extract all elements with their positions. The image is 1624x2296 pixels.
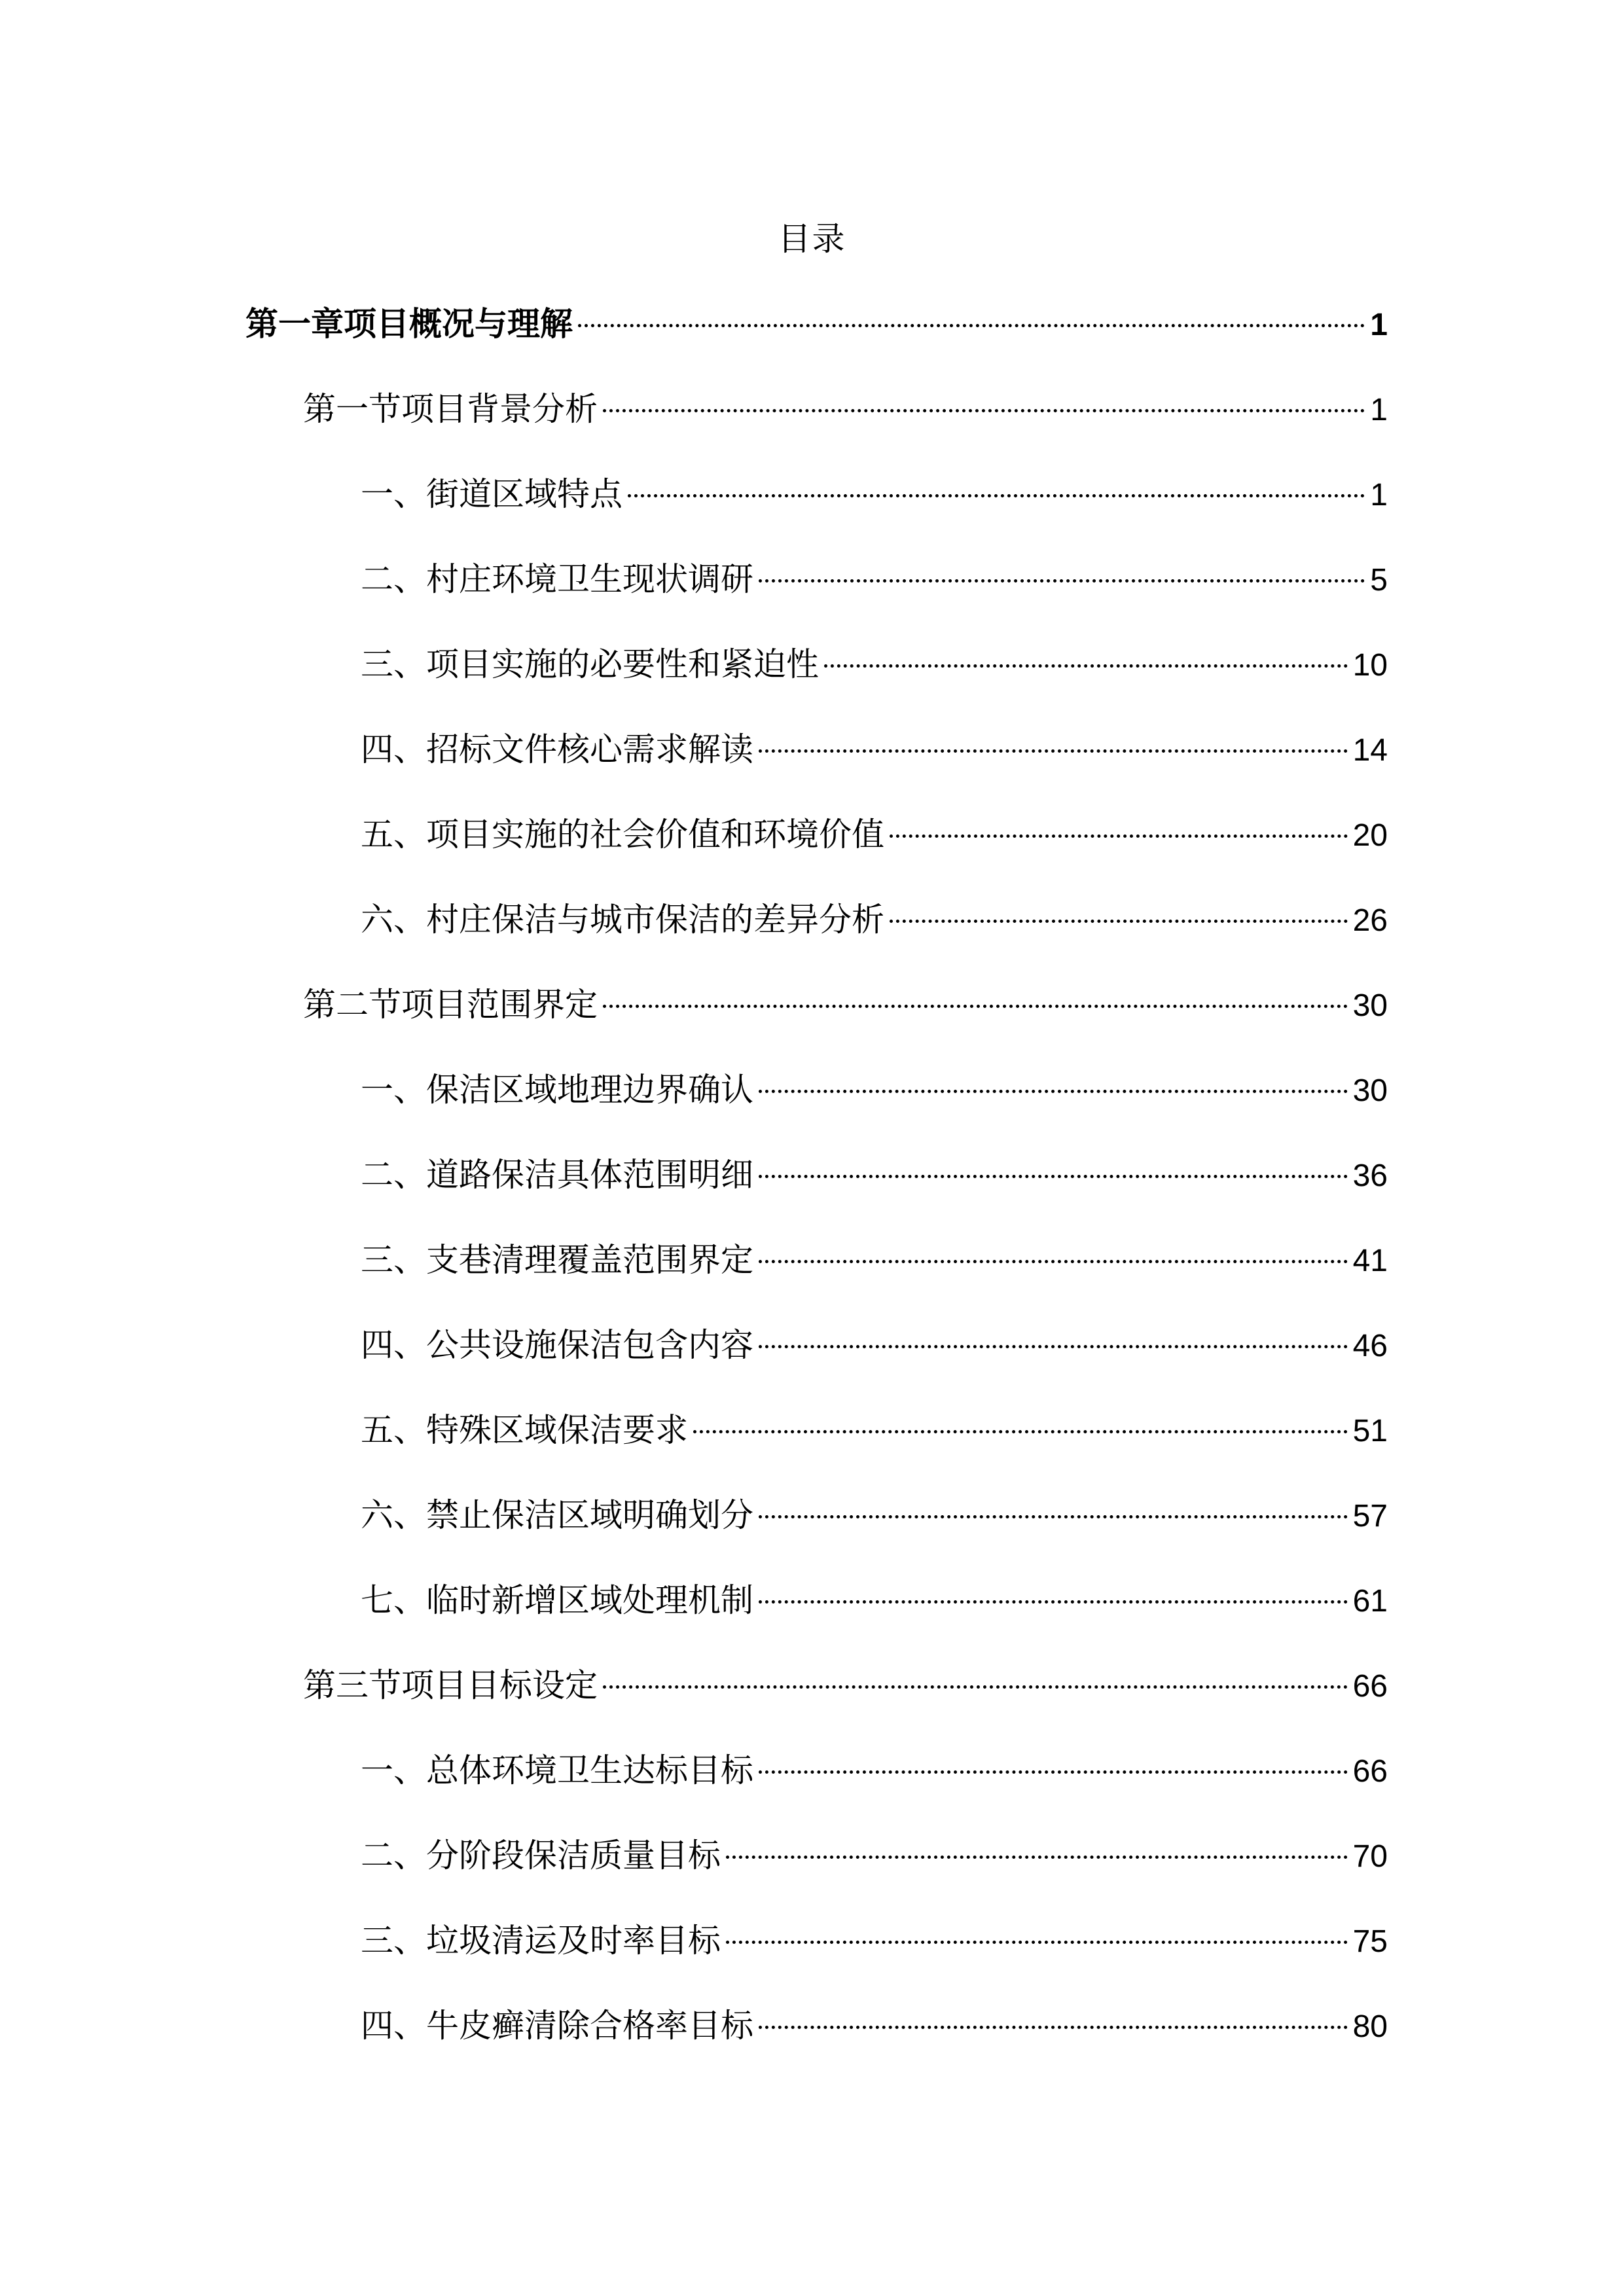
toc-entry-label: 四、招标文件核心需求解读 xyxy=(361,730,753,768)
toc-entry-label: 三、垃圾清运及时率目标 xyxy=(361,1922,721,1960)
toc-entry-chapter[interactable] xyxy=(245,295,1388,353)
toc-leader-dots xyxy=(759,1260,1348,1263)
toc-entry-page: 75 xyxy=(1352,1924,1388,1959)
toc-entry-page: 10 xyxy=(1352,648,1388,683)
toc-entry-label: 五、特殊区域保洁要求 xyxy=(361,1411,688,1449)
toc-entry-page: 36 xyxy=(1352,1158,1388,1193)
toc-entry-section[interactable] xyxy=(303,380,1388,439)
toc-entry-label: 第二节项目范围界定 xyxy=(303,986,598,1024)
toc-entry-label: 五、项目实施的社会价值和环境价值 xyxy=(361,816,884,853)
toc-entry-label: 第一章项目概况与理解 xyxy=(245,305,573,343)
toc-entry-page: 30 xyxy=(1352,1073,1388,1108)
toc-entry-page: 14 xyxy=(1352,733,1388,768)
toc-entry-item[interactable] xyxy=(361,1230,1388,1289)
toc-entry-label: 一、保洁区域地理边界确认 xyxy=(361,1071,753,1109)
toc-entry-label: 二、分阶段保洁质量目标 xyxy=(361,1837,721,1874)
toc-entry-item[interactable] xyxy=(361,805,1388,864)
toc-leader-dots xyxy=(759,1090,1348,1093)
toc-entry-label: 一、总体环境卫生达标目标 xyxy=(361,1751,753,1789)
toc-entry-page: 46 xyxy=(1352,1329,1388,1363)
toc-entry-page: 26 xyxy=(1352,903,1388,938)
page-title: 目录 xyxy=(778,220,846,258)
toc-entry-item[interactable] xyxy=(361,890,1388,949)
toc-entry-item[interactable] xyxy=(361,1145,1388,1204)
toc-leader-dots xyxy=(603,409,1365,412)
toc-entry-label: 二、道路保洁具体范围明细 xyxy=(361,1156,753,1194)
toc-leader-dots xyxy=(759,1770,1348,1774)
toc-entry-item[interactable] xyxy=(361,1741,1388,1800)
toc-entry-item[interactable] xyxy=(361,465,1388,524)
toc-leader-dots xyxy=(628,494,1365,497)
toc-leader-dots xyxy=(759,1175,1348,1178)
toc-leader-dots xyxy=(759,579,1365,583)
toc-entry-item[interactable] xyxy=(361,1060,1388,1119)
toc-entry-page: 70 xyxy=(1352,1839,1388,1874)
toc-entry-item[interactable] xyxy=(361,1571,1388,1630)
toc-leader-dots xyxy=(726,1941,1348,1944)
toc-entry-page: 5 xyxy=(1370,563,1388,598)
toc-entry-label: 七、临时新增区域处理机制 xyxy=(361,1581,753,1619)
toc-leader-dots xyxy=(890,834,1348,838)
toc-leader-dots xyxy=(693,1430,1348,1433)
toc-leader-dots xyxy=(759,2026,1348,2029)
toc-leader-dots xyxy=(759,749,1348,753)
toc-entry-page: 30 xyxy=(1352,988,1388,1023)
toc-entry-item[interactable] xyxy=(361,550,1388,609)
toc-entry-page: 20 xyxy=(1352,818,1388,853)
toc-entry-item[interactable] xyxy=(361,1826,1388,1885)
toc-entry-label: 六、禁止保洁区域明确划分 xyxy=(361,1496,753,1534)
toc-entry-label: 六、村庄保洁与城市保洁的差异分析 xyxy=(361,901,884,939)
toc-entry-label: 四、牛皮癣清除合格率目标 xyxy=(361,2007,753,2045)
toc-entry-section[interactable] xyxy=(303,975,1388,1034)
toc-leader-dots xyxy=(759,1345,1348,1348)
toc-leader-dots xyxy=(759,1600,1348,1604)
toc-entry-label: 第一节项目背景分析 xyxy=(303,390,598,428)
toc-entry-label: 一、街道区域特点 xyxy=(361,475,623,513)
toc-leader-dots xyxy=(603,1005,1348,1008)
toc-entry-item[interactable] xyxy=(361,1486,1388,1545)
toc-leader-dots xyxy=(603,1685,1348,1689)
toc-entry-item[interactable] xyxy=(361,720,1388,779)
toc-entry-item[interactable] xyxy=(361,1911,1388,1970)
toc-entry-item[interactable] xyxy=(361,1996,1388,2055)
toc-leader-dots xyxy=(824,664,1348,668)
toc-entry-label: 三、支巷清理覆盖范围界定 xyxy=(361,1241,753,1279)
toc-entry-page: 61 xyxy=(1352,1584,1388,1619)
toc-entry-label: 四、公共设施保洁包含内容 xyxy=(361,1326,753,1364)
toc-leader-dots xyxy=(726,1856,1348,1859)
toc-entry-label: 三、项目实施的必要性和紧迫性 xyxy=(361,645,819,683)
toc-entry-page: 51 xyxy=(1352,1414,1388,1448)
toc-entry-page: 66 xyxy=(1352,1754,1388,1789)
toc-entry-page: 1 xyxy=(1370,308,1388,342)
toc-entry-section[interactable] xyxy=(303,1656,1388,1715)
toc-entry-item[interactable] xyxy=(361,1401,1388,1460)
toc-entry-page: 41 xyxy=(1352,1244,1388,1278)
toc-entry-item[interactable] xyxy=(361,635,1388,694)
toc-entry-label: 二、村庄环境卫生现状调研 xyxy=(361,560,753,598)
toc-entry-page: 80 xyxy=(1352,2009,1388,2044)
toc-entry-page: 1 xyxy=(1370,478,1388,512)
toc-leader-dots xyxy=(890,920,1348,923)
toc-entry-item[interactable] xyxy=(361,1316,1388,1374)
toc-entry-page: 66 xyxy=(1352,1669,1388,1704)
toc-entry-page: 57 xyxy=(1352,1499,1388,1534)
toc-entry-page: 1 xyxy=(1370,393,1388,427)
toc-leader-dots xyxy=(759,1515,1348,1518)
toc-entry-label: 第三节项目目标设定 xyxy=(303,1666,598,1704)
toc-leader-dots xyxy=(578,324,1365,327)
